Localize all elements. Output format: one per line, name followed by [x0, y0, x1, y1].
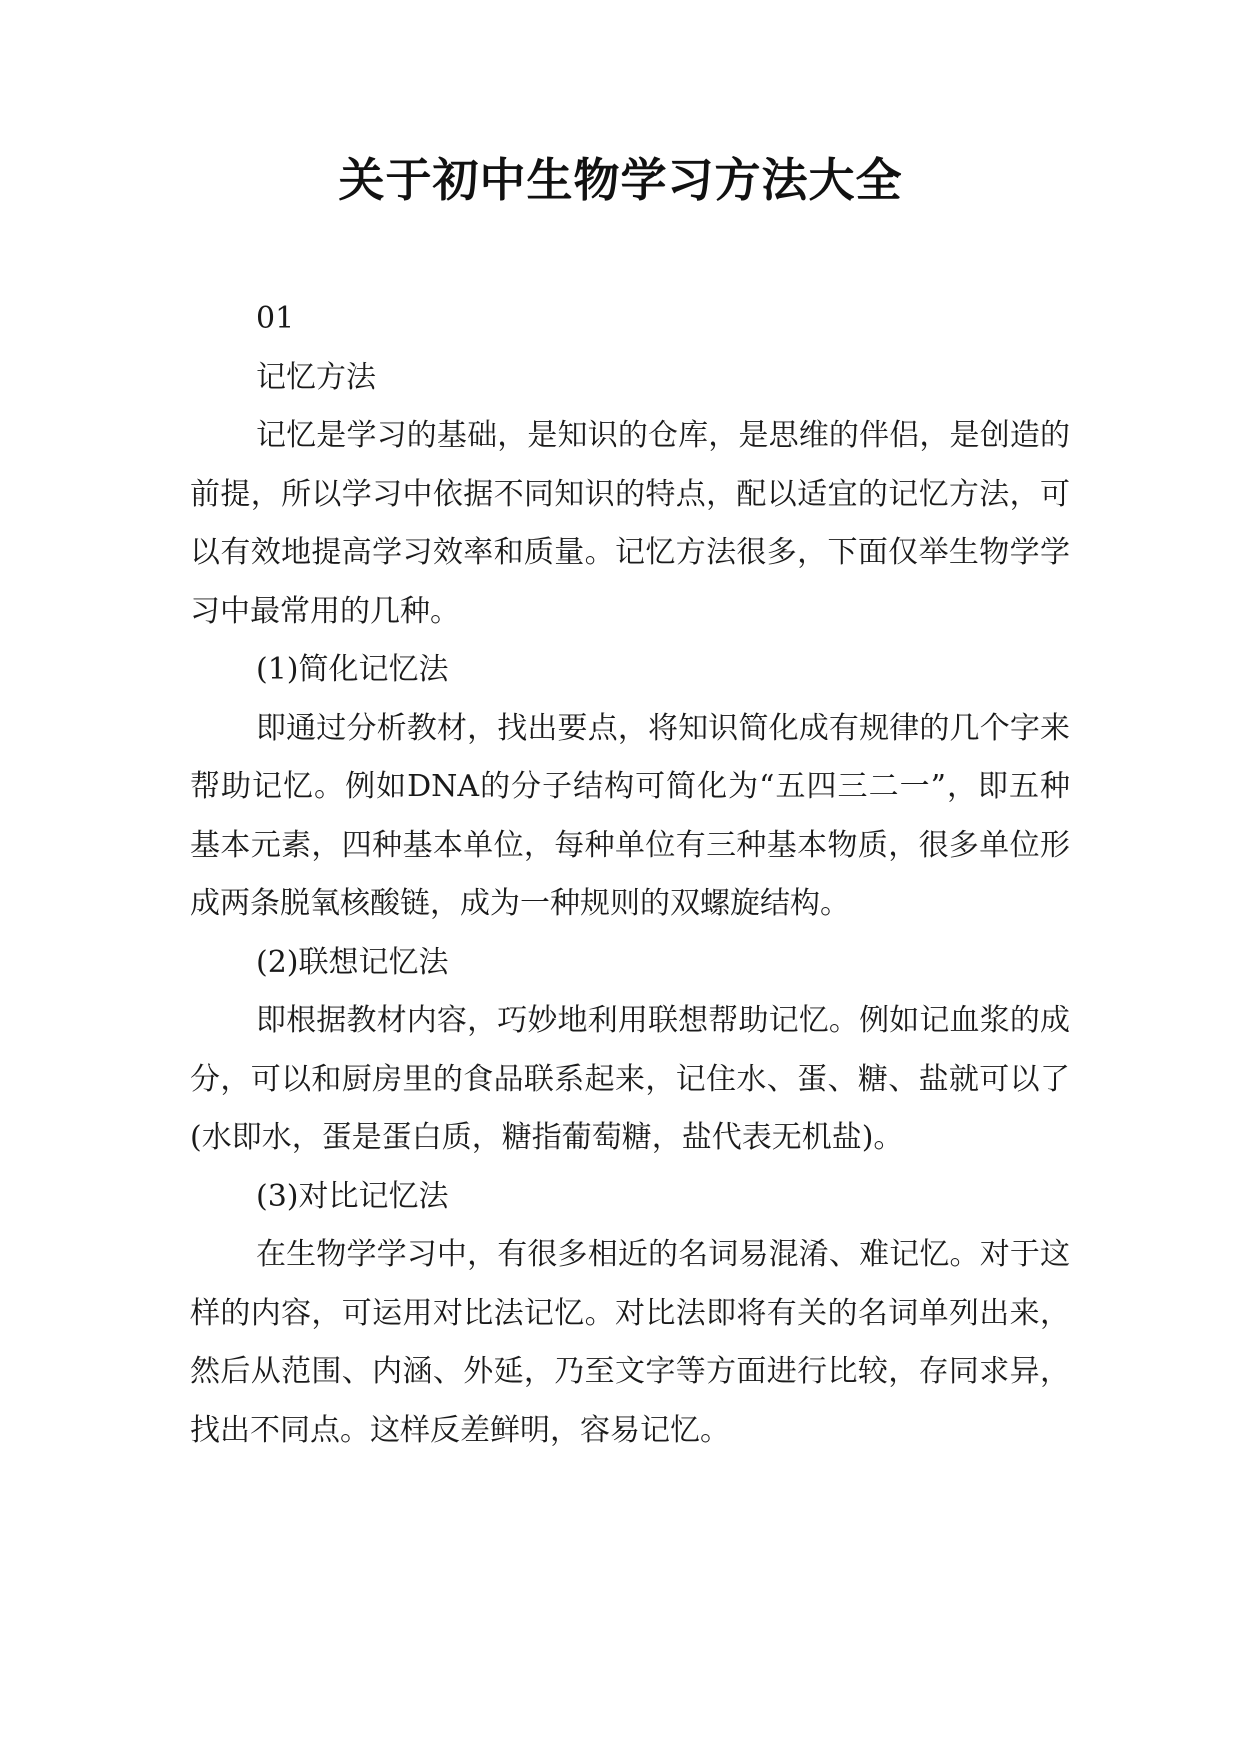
body-paragraph: 即通过分析教材，找出要点，将知识简化成有规律的几个字来帮助记忆。例如DNA的分子结构可简化为“五四三二一”，即五种基本元素，四种基本单位，每种单位有三种基本物质，很多单位形成两条脱氧核酸链，成为一种规则的双螺旋结构。 [190, 710, 1070, 921]
body-paragraph: 在生物学学习中，有很多相近的名词易混淆、难记忆。对于这样的内容，可运用对比法记忆。对比法即将有关的名词单列出来，然后从范围、内涵、外延，乃至文字等方面进行比较，存同求异，找出不同点。这样反差鲜明，容易记忆。 [190, 1237, 1070, 1448]
document-body [190, 290, 1070, 1460]
document-title: 关于初中生物学习方法大全 [338, 153, 903, 207]
subsection-heading: (1)简化记忆法 [256, 652, 449, 687]
body-paragraph: 即根据教材内容，巧妙地利用联想帮助记忆。例如记血浆的成分，可以和厨房里的食品联系起来，记住水、蛋、糖、盐就可以了(水即水，蛋是蛋白质，糖指葡萄糖，盐代表无机盐)。 [190, 1003, 1070, 1155]
subsection-heading: (2)联想记忆法 [256, 944, 449, 980]
subsection-heading: (3)对比记忆法 [256, 1178, 449, 1214]
section-number: 01 [256, 301, 295, 336]
body-paragraph: 记忆是学习的基础，是知识的仓库，是思维的伴侣，是创造的前提，所以学习中依据不同知识的特点，配以适宜的记忆方法，可以有效地提高学习效率和质量。记忆方法很多，下面仅举生物学学习中最常用的几种。 [190, 418, 1070, 629]
section-heading: 记忆方法 [256, 359, 376, 395]
